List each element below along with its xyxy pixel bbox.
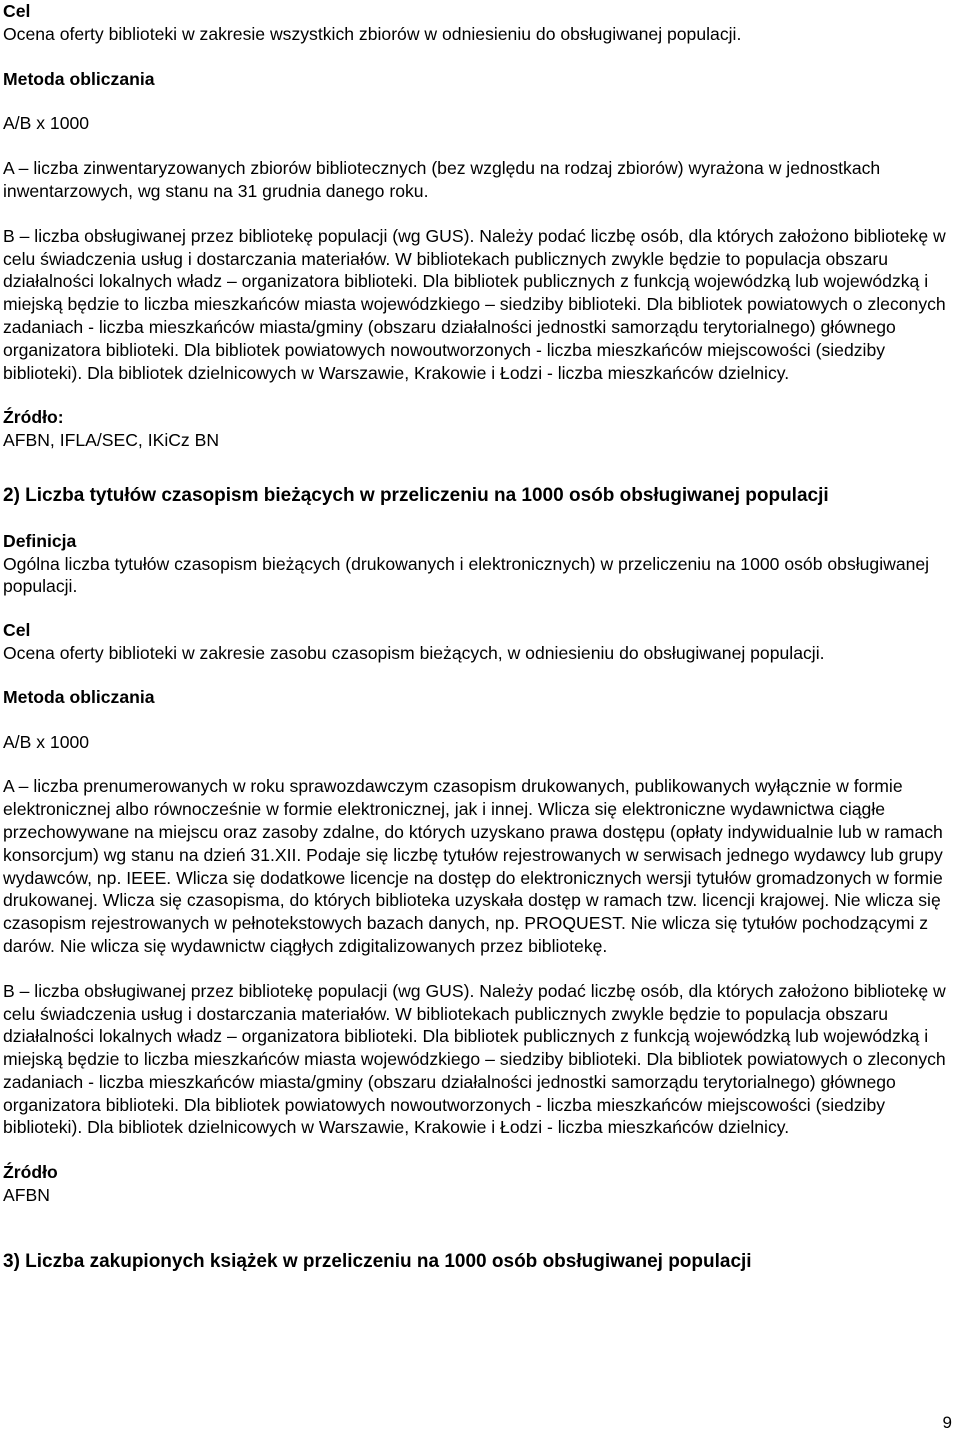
cel-heading: Cel (3, 1, 31, 21)
a-definition: A – liczba zinwentaryzowanych zbiorów bibliotecznych (bez względu na rodzaj zbiorów) wyrażona w jednostkach inwentarzowych, wg stanu na 31 grudnia danego roku. (3, 158, 881, 201)
formula: A/B x 1000 (3, 731, 90, 752)
source-heading: Źródło: (3, 407, 64, 428)
definicja-text: Ogólna liczba tytułów czasopism bieżących (drukowanych i elektronicznych) w przeliczeniu na 1000 osób obsługiwanej populacji. (3, 553, 930, 597)
cel-text: Ocena oferty biblioteki w zakresie zasobu czasopism bieżących, w odniesieniu do obsługiwanej populacji. (3, 642, 825, 663)
section-title: 2) Liczba tytułów czasopism bieżących w przeliczeniu na 1000 osób obsługiwanej populacji (3, 484, 829, 506)
b-definition: B – liczba obsługiwanej przez bibliotekę populacji (wg GUS). Należy podać liczbę osób, dla których założono bibliotekę w celu świadczenia usług i dostarczania materiałów. W bibliotekach publicznych zwykle będzie to populacja obszaru działalności lokalnych władz – organizatora biblioteki. Dla bibliotek publicznych z funkcją wojewódzką lub wojewódzką i miejską będzie to liczba mieszkańców miasta wojewódzkiego – siedziby biblioteki. Dla bibliotek powiatowych o zleconych zadaniach - liczba mieszkańców miasta/gminy (obszaru działalności jednostki samorządu terytorialnego) głównego organizatora biblioteki. Dla bibliotek powiatowych nowoutworzonych - liczba mieszkańców miejscowości (siedziby biblioteki). Dla bibliotek dzielnicowych w Warszawie, Krakowie i Łodzi - liczba mieszkańców dzielnicy. (3, 980, 946, 1138)
section-title: 3) Liczba zakupionych książek w przeliczeniu na 1000 osób obsługiwanej populacji (3, 1250, 752, 1272)
metoda-heading: Metoda obliczania (3, 68, 155, 89)
cel-heading: Cel (3, 620, 31, 641)
definicja-heading: Definicja (3, 530, 77, 551)
metoda-heading: Metoda obliczania (3, 686, 155, 707)
source-text: AFBN (3, 1185, 50, 1206)
cel-text: Ocena oferty biblioteki w zakresie wszystkich zbiorów w odniesieniu do obsługiwanej populacji. (3, 23, 742, 44)
source-text: AFBN, IFLA/SEC, IKiCz BN (3, 430, 220, 451)
a-definition: A – liczba prenumerowanych w roku sprawozdawczym czasopism drukowanych, publikowanych wyłącznie w formie elektronicznej albo równocześnie w formie elektronicznej, jak i innej. Wlicza się elektroniczne wydawnictwa ciągłe przechowywane na miejscu oraz zasoby zdalne, do których uzyskano prawa dostępu (opłaty indywidualnie lub w ramach konsorcjum) wg stanu na dzień 31.XII. Podaje się liczbę tytułów rejestrowanych w serwisach jednego wydawcy lub grupy wydawców, np. IEEE. Wlicza się dodatkowe licencje na dostęp do elektronicznych wersji tytułów gromadzonych w formie drukowanej. Wlicza się czasopisma, do których biblioteka uzyskała dostęp w ramach tzw. licencji krajowej. Nie wlicza się czasopism rejestrowanych w pełnotekstowych bazach danych, np. PROQUEST. Nie wlicza się tytułów pochodzącymi z darów. Nie wlicza się wydawnictw ciągłych zdigitalizowanych przez bibliotekę. (3, 776, 943, 956)
b-definition: B – liczba obsługiwanej przez bibliotekę populacji (wg GUS). Należy podać liczbę osób, dla których założono bibliotekę w celu świadczenia usług i dostarczania materiałów. W bibliotekach publicznych zwykle będzie to populacja obszaru działalności lokalnych władz – organizatora biblioteki. Dla bibliotek publicznych z funkcją wojewódzką lub wojewódzką i miejską będzie to liczba mieszkańców miasta wojewódzkiego – siedziby biblioteki. Dla bibliotek powiatowych o zleconych zadaniach - liczba mieszkańców miasta/gminy (obszaru działalności jednostki samorządu terytorialnego) głównego organizatora biblioteki. Dla bibliotek powiatowych nowoutworzonych - liczba mieszkańców miejscowości (siedziby biblioteki). Dla bibliotek dzielnicowych w Warszawie, Krakowie i Łodzi - liczba mieszkańców dzielnicy. (3, 225, 946, 383)
page-number: 9 (942, 1413, 952, 1432)
formula: A/B x 1000 (3, 113, 90, 134)
source-heading: Źródło (3, 1162, 58, 1183)
document-page (3, 0, 955, 1274)
